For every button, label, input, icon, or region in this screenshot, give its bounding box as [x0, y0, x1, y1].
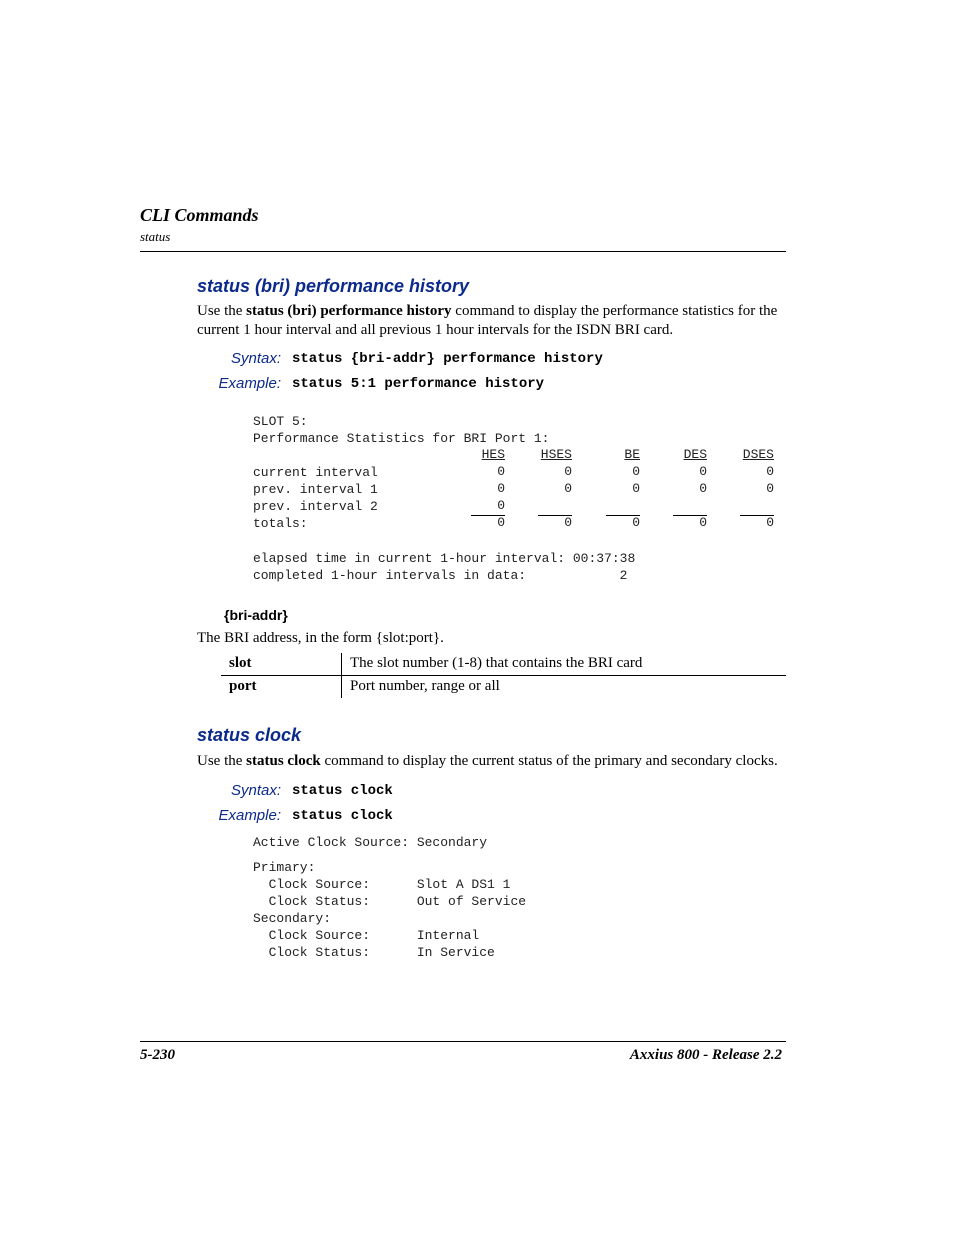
output-elapsed-line: elapsed time in current 1-hour interval: 00:37:38 [253, 551, 636, 566]
row-label-current-interval: current interval [253, 465, 378, 480]
table-cell: 0 [497, 481, 505, 496]
table-cell: 0 [632, 481, 640, 496]
row-label-totals: totals: [253, 516, 308, 531]
example-command: status clock [292, 808, 393, 824]
footer-rule [140, 1041, 786, 1042]
param-key: port [221, 676, 342, 699]
table-cell: 0 [497, 515, 505, 530]
table-cell: 0 [699, 515, 707, 530]
table-cell: 0 [632, 464, 640, 479]
chapter-title: CLI Commands [140, 205, 259, 225]
example-label: Example: [218, 807, 281, 824]
column-header-hes: HES [481, 447, 505, 462]
table-cell: 0 [564, 515, 572, 530]
table-cell: 0 [564, 481, 572, 496]
header-rule [140, 251, 786, 252]
syntax-label: Syntax: [230, 350, 281, 367]
output-completed-line: completed 1-hour intervals in data: 2 [253, 568, 628, 583]
output-line: Secondary: [253, 911, 332, 926]
output-line: Clock Source: Slot A DS1 1 [253, 877, 511, 892]
parameter-description: The BRI address, in the form {slot:port}. [197, 630, 444, 646]
section-title-bri-performance: status (bri) performance history [197, 276, 470, 296]
row-label-prev-interval-1: prev. interval 1 [253, 482, 378, 497]
parameter-table [221, 653, 786, 698]
column-header-hses: HSES [540, 447, 572, 462]
output-slot-line: SLOT 5: [253, 414, 308, 429]
output-line: Clock Source: Internal [253, 928, 480, 943]
output-line: Clock Status: In Service [253, 945, 495, 960]
table-cell: 0 [766, 515, 774, 530]
example-label: Example: [218, 375, 281, 392]
table-cell: 0 [699, 464, 707, 479]
table-row [221, 653, 786, 676]
param-value: Port number, range or all [350, 678, 500, 694]
output-line: Clock Status: Out of Service [253, 894, 527, 909]
table-cell: 0 [766, 481, 774, 496]
section-title-status-clock: status clock [197, 725, 302, 745]
table-cell: 0 [766, 464, 774, 479]
param-value: The slot number (1-8) that contains the BRI card [342, 653, 787, 676]
page-number: 5-230 [140, 1047, 175, 1063]
section-subtitle: status [140, 229, 171, 244]
output-line: Active Clock Source: Secondary [253, 835, 488, 850]
table-cell: 0 [497, 464, 505, 479]
table-cell: 0 [564, 464, 572, 479]
example-command: status 5:1 performance history [292, 376, 545, 392]
syntax-command: status clock [292, 783, 393, 799]
column-header-dses: DSES [742, 447, 774, 462]
column-header-des: DES [683, 447, 707, 462]
syntax-command: status {bri-addr} performance history [292, 351, 603, 367]
row-label-prev-interval-2: prev. interval 2 [253, 499, 378, 514]
parameter-heading: {bri-addr} [224, 607, 288, 623]
table-cell: 0 [632, 515, 640, 530]
footer-release: Axxius 800 - Release 2.2 [629, 1047, 782, 1063]
table-cell: 0 [699, 481, 707, 496]
table-row [221, 676, 786, 699]
syntax-label: Syntax: [230, 782, 281, 799]
column-header-be: BE [624, 447, 640, 462]
output-line: Primary: [253, 860, 316, 875]
param-key: slot [221, 653, 342, 676]
section-description: Use the status clock command to display the current status of the primary and secondary clocks. [197, 753, 778, 769]
table-cell: 0 [497, 498, 505, 513]
section-description: Use the status (bri) performance history command to display the performance statistics for the current 1 hour interval and all previous 1 hour intervals for the ISDN BRI card. [197, 303, 778, 338]
output-heading-line: Performance Statistics for BRI Port 1: [253, 431, 550, 446]
